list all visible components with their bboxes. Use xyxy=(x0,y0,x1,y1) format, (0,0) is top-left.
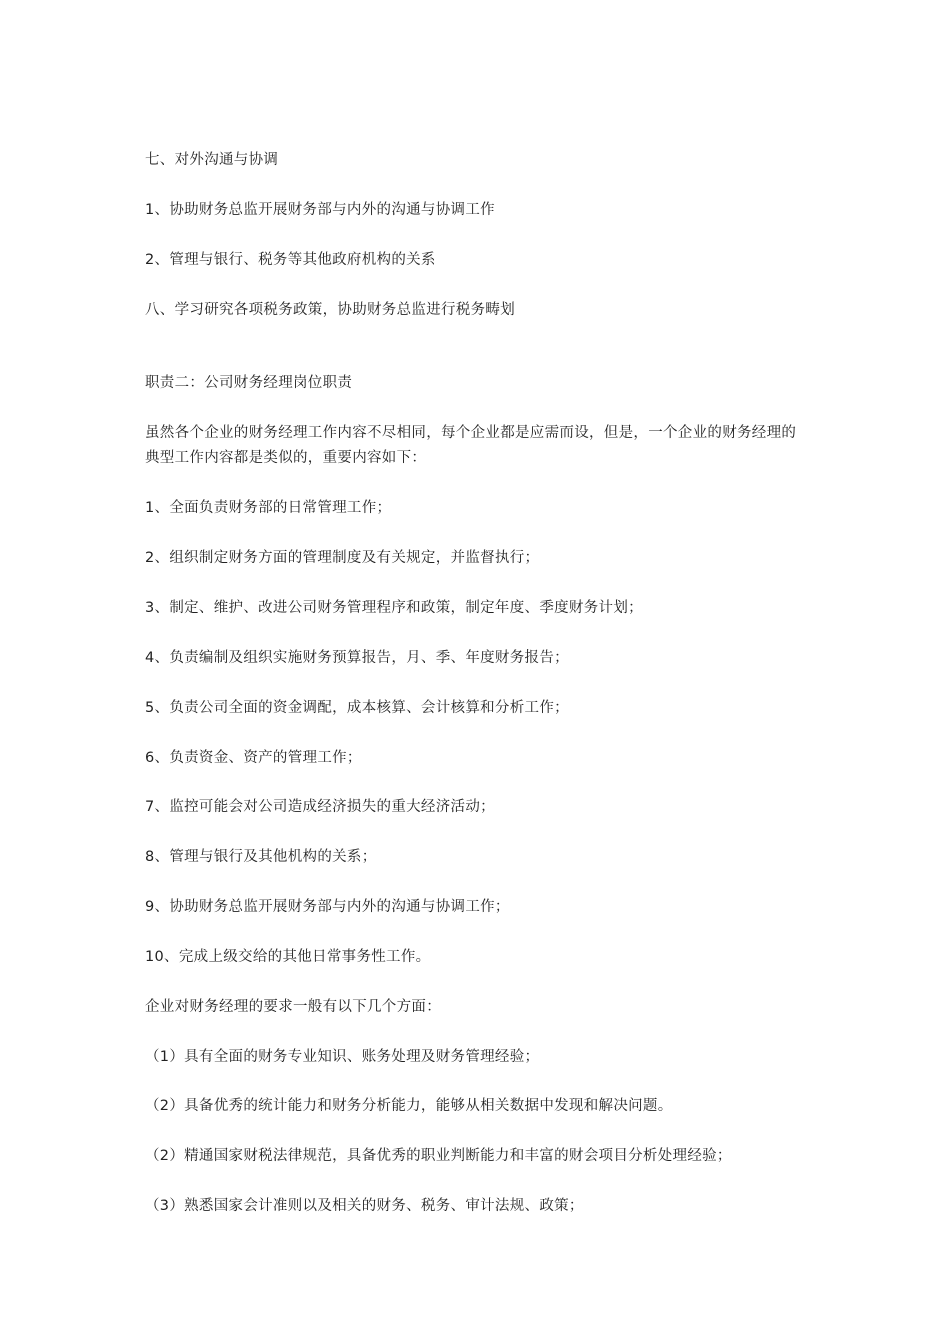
requirement-item: （1）具有全面的财务专业知识、账务处理及财务管理经验； xyxy=(145,1049,540,1065)
list-item: 8、管理与银行及其他机构的关系； xyxy=(145,849,377,865)
section-heading: 七、对外沟通与协调 xyxy=(145,152,279,168)
list-item: 7、监控可能会对公司造成经济损失的重大经济活动； xyxy=(145,799,495,815)
list-item: 9、协助财务总监开展财务部与内外的沟通与协调工作； xyxy=(145,899,510,915)
list-item: 4、负责编制及组织实施财务预算报告，月、季、年度财务报告； xyxy=(145,650,569,666)
intro-paragraph: 虽然各个企业的财务经理工作内容不尽相同，每个企业都是应需而设，但是，一个企业的财务经理的典型工作内容都是类似的，重要内容如下： xyxy=(145,425,797,466)
requirement-item: （2）具备优秀的统计能力和财务分析能力，能够从相关数据中发现和解决问题。 xyxy=(145,1098,673,1114)
list-item: 6、负责资金、资产的管理工作； xyxy=(145,750,362,766)
list-item: 1、全面负责财务部的日常管理工作； xyxy=(145,500,392,516)
list-item: 2、组织制定财务方面的管理制度及有关规定，并监督执行； xyxy=(145,550,540,566)
requirement-item: （3）熟悉国家会计准则以及相关的财务、税务、审计法规、政策； xyxy=(145,1198,584,1214)
duty-title: 职责二：公司财务经理岗位职责 xyxy=(145,375,353,391)
requirement-item: （2）精通国家财税法律规范，具备优秀的职业判断能力和丰富的财会项目分析处理经验； xyxy=(145,1148,732,1164)
list-item: 5、负责公司全面的资金调配，成本核算、会计核算和分析工作； xyxy=(145,700,569,716)
list-item: 2、管理与银行、税务等其他政府机构的关系 xyxy=(145,252,436,268)
list-item: 1、协助财务总监开展财务部与内外的沟通与协调工作 xyxy=(145,202,495,218)
requirements-heading: 企业对财务经理的要求一般有以下几个方面： xyxy=(145,999,441,1015)
list-item: 3、制定、维护、改进公司财务管理程序和政策，制定年度、季度财务计划； xyxy=(145,600,643,616)
list-item: 10、完成上级交给的其他日常事务性工作。 xyxy=(145,949,431,965)
section-heading: 八、学习研究各项税务政策，协助财务总监进行税务畴划 xyxy=(145,302,515,318)
